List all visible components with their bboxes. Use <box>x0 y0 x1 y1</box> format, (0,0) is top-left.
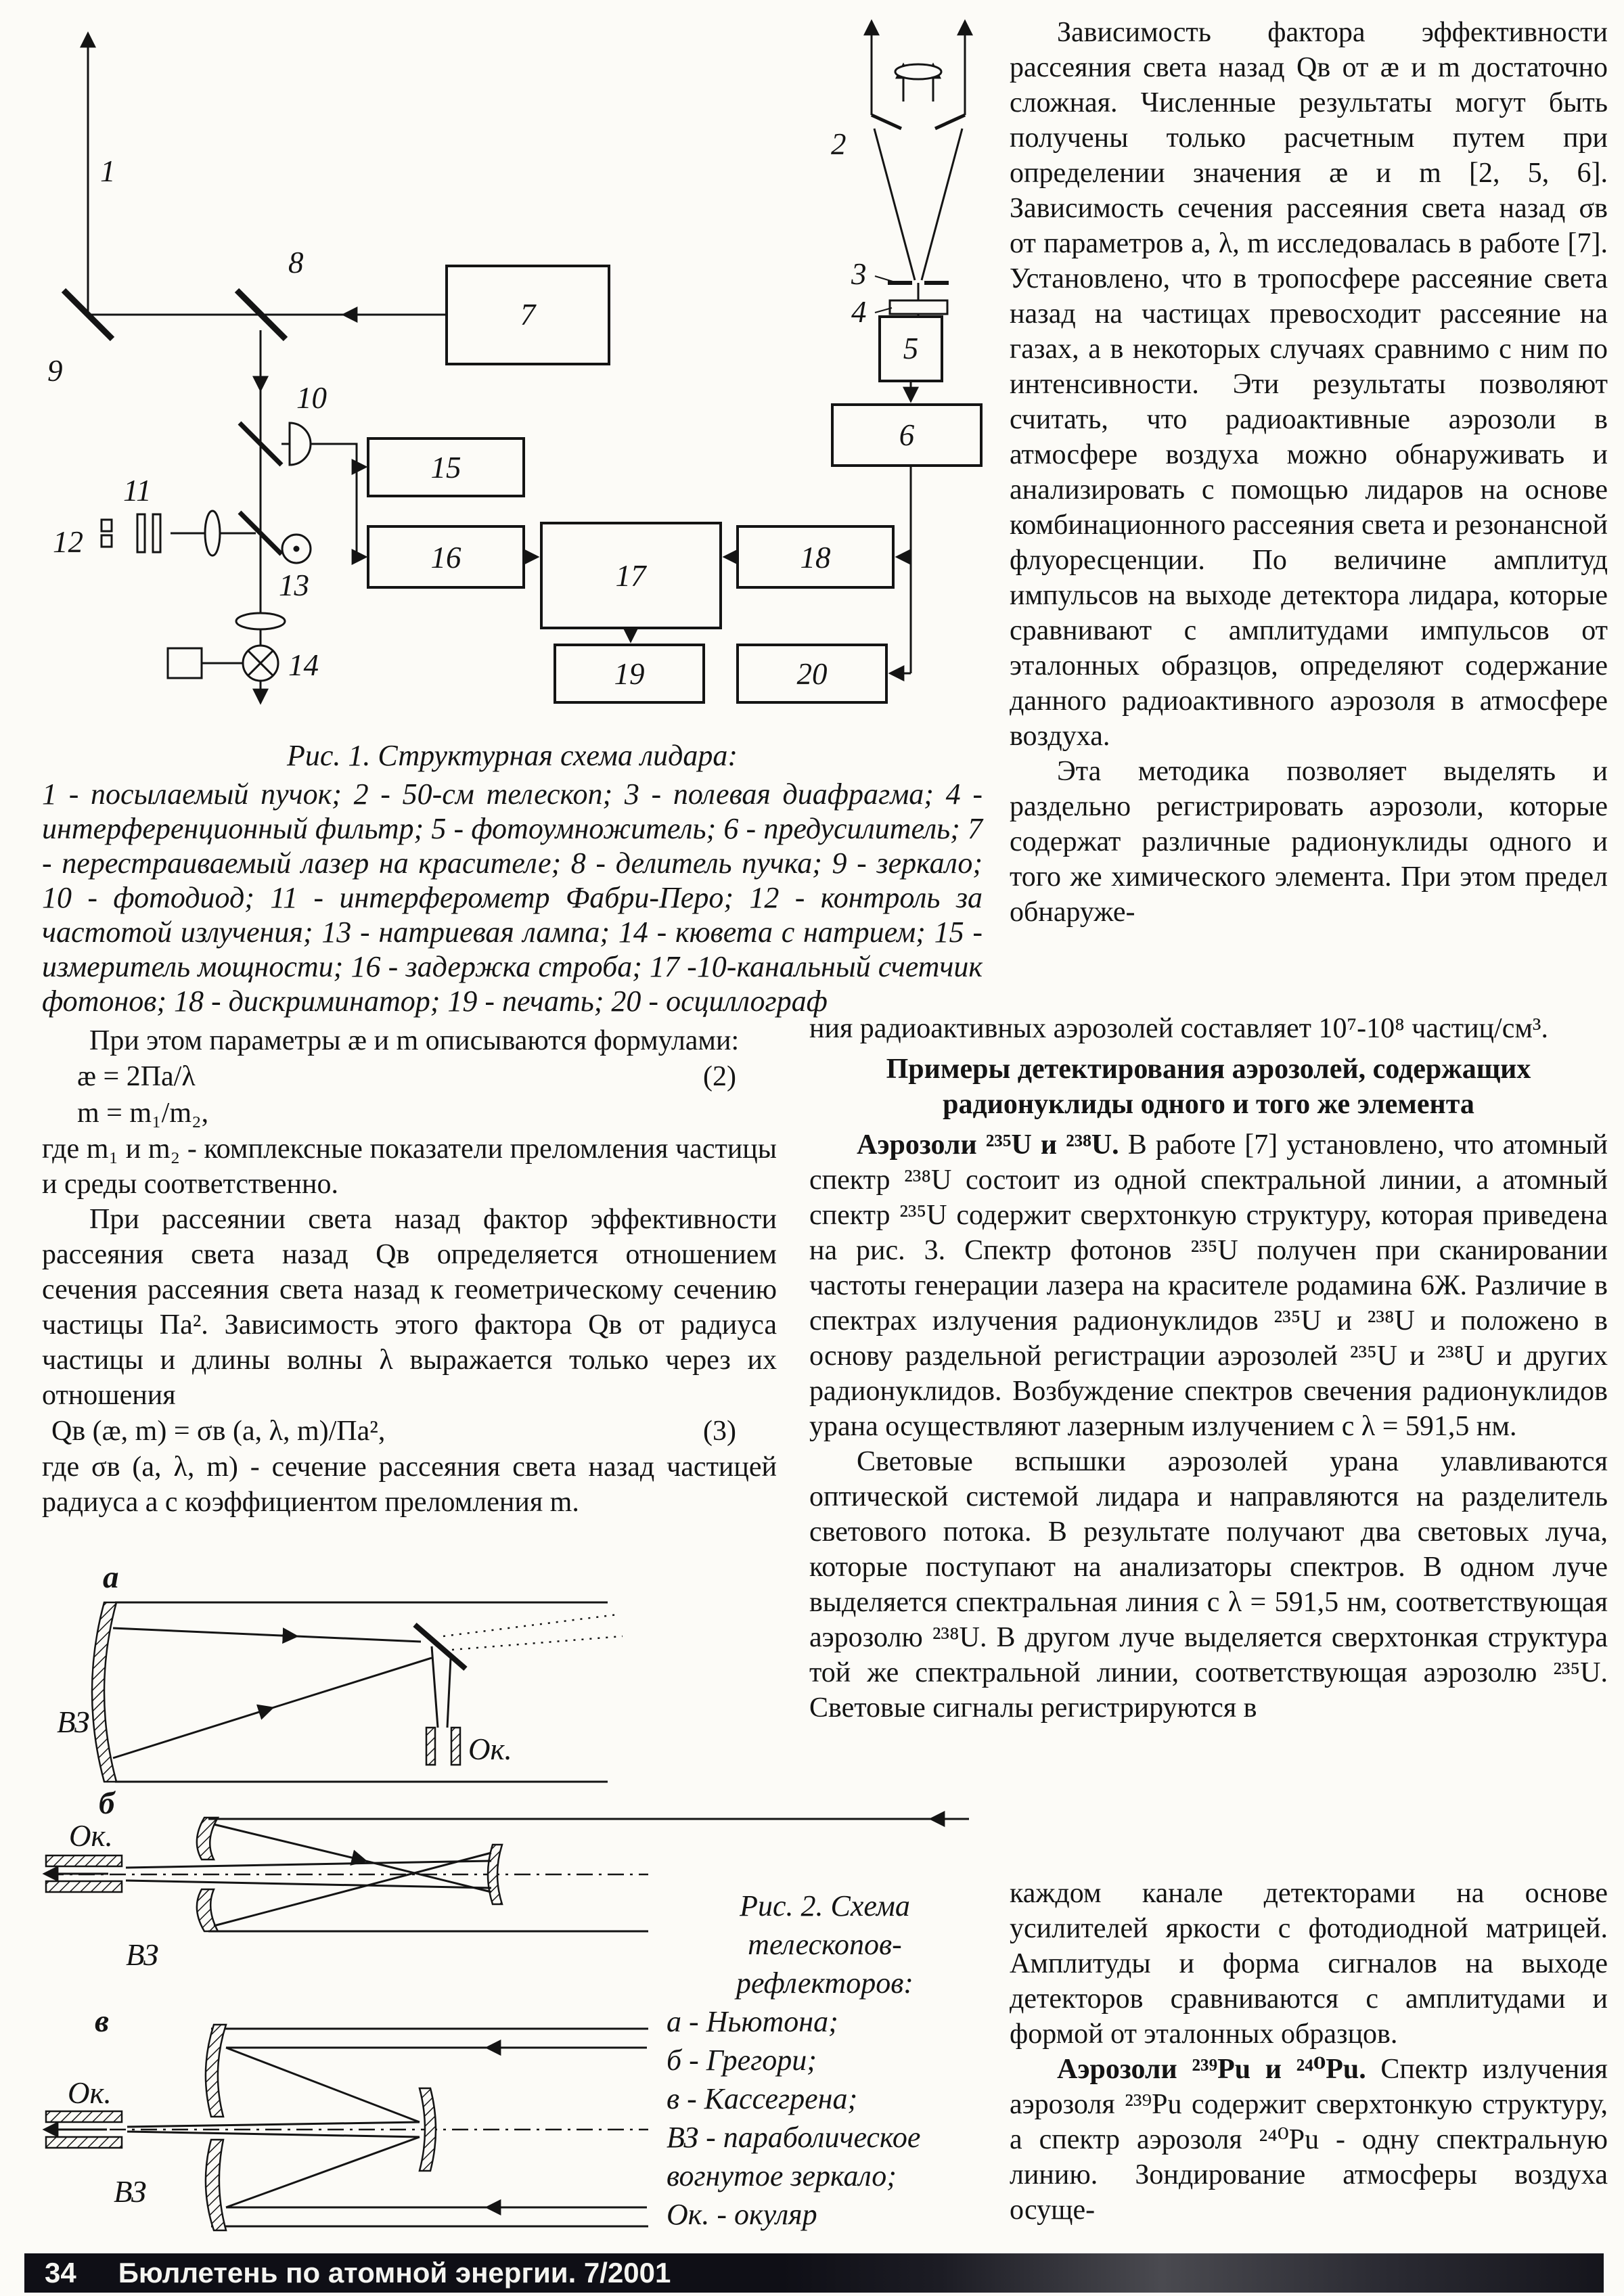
fig2-caption-item: в - Кассегрена; <box>667 2082 858 2115</box>
fig2-label-ok: Ок. <box>69 1819 113 1853</box>
footer-bar <box>24 2253 1604 2293</box>
primary-mirror <box>92 1602 116 1782</box>
fig1-label-14: 14 <box>288 648 319 682</box>
fig2-label-vz: ВЗ <box>114 2175 147 2209</box>
fig1-label-16: 16 <box>430 541 461 575</box>
fig1-title: Рис. 1. Структурная схема лидара: <box>286 739 738 772</box>
fig2-caption-item: а - Ньютона; <box>667 2005 838 2038</box>
fig1-label-12: 12 <box>53 525 83 559</box>
formula-2-body: æ = 2Па/λ <box>77 1061 196 1092</box>
interference-filter-4 <box>890 300 947 314</box>
fig1-label-5: 5 <box>903 332 919 365</box>
right-column-top <box>1010 15 1608 1010</box>
formula-2-number: (2) <box>703 1061 736 1092</box>
fig1-label-11: 11 <box>123 474 152 508</box>
paragraph-text: В работе [7] установлено, что атомный спектр ²³⁸U состоит из одной спектральной линии, а атомный спектр ²³⁵U содержит сверхтонкую структуру, которая приведена на рис. 3. Спектр фотонов ²³⁵U получен при сканировании частоты генерации лазера на красителе родамина 6Ж. Различие в спектрах излучения радионуклидов ²³⁵U и ²³⁸U и положено в основу раздельной регистрации аэрозолей ²³⁵U и ²³⁸U и других радионуклидов. Возбуждение спектров свечения радионуклидов урана осуществляют лазерным излучением с λ = 591,5 нм. <box>809 1129 1608 1442</box>
fig1-label-10: 10 <box>296 381 327 415</box>
paragraph: где σв (a, λ, m) - сечение рассеяния света назад частицей радиуса a с коэффициентом преломления m. <box>42 1451 777 1518</box>
fig1-label-20: 20 <box>796 657 828 691</box>
fig2-caption-item: Ок. - окуляр <box>667 2198 817 2231</box>
fig1-label-17: 17 <box>615 559 646 593</box>
journal-title: Бюллетень по атомной энергии. 7/2001 <box>118 2257 671 2289</box>
eyepiece <box>426 1728 435 1765</box>
section-heading: Примеры детектирования аэрозолей, содержащих радионуклиды одного и того же элемента <box>886 1054 1531 1120</box>
paragraph: каждом канале детекторами на основе усилителей яркости с фотодиодной матрицей. Амплитуды и форма сигналов на выходе детекторов сравниваются с амплитудами и формой от эталонных образцов. <box>1010 1878 1608 2050</box>
fig1-label-6: 6 <box>899 418 915 452</box>
frequency-control-12 <box>102 535 112 547</box>
fig1-label-18: 18 <box>800 541 831 575</box>
fig2-label-v: в <box>95 2004 109 2039</box>
fig2-label-ok: Ок. <box>68 2076 112 2110</box>
fig2-caption-block <box>667 1887 983 2234</box>
fig2-title: Рис. 2. Схема телескопов-рефлекторов: <box>736 1889 914 2000</box>
fig1-lidar-diagram <box>20 12 995 729</box>
paragraph <box>1010 2052 1608 2228</box>
newton-telescope <box>92 1602 623 1782</box>
fabry-perot-plate <box>153 514 160 552</box>
fig2-caption-item: б - Грегори; <box>667 2044 817 2077</box>
formula-3 <box>42 1413 777 1449</box>
fabry-perot-plate <box>137 514 145 552</box>
fig1-label-15: 15 <box>430 451 461 485</box>
paragraph: Световые вспышки аэрозолей урана улавливаются оптической системой лидара и направляются на разделитель светового потока. В результате получают два световых луча, которые поступают на анализаторы спектров. В одном луче выделяется спектральная линия с λ = 591,5 нм, соответствующая аэрозолю ²³⁸U. В другом луче выделяется сверхтонкая структура той же спектральной линии, соответствующая аэрозолю ²³⁵U. Световые сигналы регистрируются в <box>809 1446 1608 1724</box>
fig1-caption-text: 1 - посылаемый пучок; 2 - 50-см телескоп; 3 - полевая диафрагма; 4 - интерференционный фильтр; 5 - фотоумножитель; 6 - предусилитель; 7 - перестраиваемый лазер на красителе; 8 - делитель пучка; 9 - зеркало; 10 - фотодиод; 11 - интерферометр Фабри-Перо; 12 - контроль за частотой излучения; 13 - натриевая лампа; 14 - кювета с натрием; 15 - измеритель мощности; 16 - задержка строба; 17 -10-канальный счетчик фотонов; 18 - дискриминатор; 19 - печать; 20 - осциллограф <box>42 778 983 1018</box>
paragraph: При рассеянии света назад фактор эффективности рассеяния света назад Qв определяется отношением сечения рассеяния света назад к геометрическому сечению частицы Па². Зависимость этого фактора Qв от радиуса частицы и длины волны λ выражается только через их отношения <box>42 1204 777 1411</box>
paragraph: ния радиоактивных аэрозолей составляет 10⁷-10⁸ частиц/см³. <box>809 1013 1548 1044</box>
lens <box>236 613 285 629</box>
paragraph-lead: Аэрозоли ²³⁹Pu и ²⁴⁰Pu. <box>1057 2054 1366 2085</box>
fig1-label-19: 19 <box>614 657 645 691</box>
fig1-caption-block <box>42 738 983 1018</box>
flat-secondary-mirror <box>415 1625 466 1669</box>
paragraph: Эта методика позволяет выделять и раздельно регистрировать аэрозоли, которые содержат различные радионуклиды одного и того же химического элемента. При этом предел обнаруже- <box>1010 756 1608 928</box>
fig1-label-3: 3 <box>851 257 867 291</box>
fig2-label-a: а <box>103 1560 119 1595</box>
paragraph-lead: Аэрозоли ²³⁵U и ²³⁸U. <box>857 1129 1119 1161</box>
eyepiece <box>46 2111 122 2122</box>
paragraph: где m₁ и m₂ - комплексные показатели преломления частицы и среды соответственно. <box>42 1133 777 1200</box>
right-column-wide <box>809 1011 1608 1876</box>
left-column <box>42 1023 777 1520</box>
formula-2b <box>42 1095 777 1131</box>
fig2-label-vz: ВЗ <box>57 1705 90 1739</box>
fig2-label-vz: ВЗ <box>126 1938 159 1972</box>
paragraph <box>809 1127 1608 1444</box>
fig1-label-13: 13 <box>279 568 309 602</box>
fig1-label-4: 4 <box>851 295 867 329</box>
frequency-control-12 <box>102 520 112 531</box>
formula-3-number: (3) <box>703 1416 736 1447</box>
fig1-label-2: 2 <box>831 127 847 161</box>
paragraph-text: Спектр излучения аэрозоля ²³⁹Pu содержит сверхтонкую структуру, а спектр аэрозоля ²⁴⁰Pu - одну спектральную линию. Зондирование атмосферы воздуха осуще- <box>1010 2054 1608 2226</box>
fig2-label-ok: Ок. <box>468 1732 512 1766</box>
right-column-narrow <box>1010 1876 1608 2247</box>
fig1-label-7: 7 <box>520 298 536 332</box>
formula-2b-body: m = m₁/m₂, <box>77 1098 209 1129</box>
formula-2 <box>42 1058 777 1095</box>
photodiode-10 <box>290 423 311 465</box>
formula-3-body: Qв (æ, m) = σв (a, λ, m)/Па², <box>51 1416 386 1447</box>
fig2-label-b: б <box>99 1786 115 1821</box>
fig1-lines <box>64 22 981 702</box>
fig2-caption-item: ВЗ - параболическое вогнутое зеркало; <box>667 2121 921 2192</box>
paragraph: Зависимость фактора эффективности рассеяния света назад Qв от æ и m достаточно сложная. Численные результаты могут быть получены только расчетным путем при определении значения æ и m [2, 5, 6]. Зависимость сечения рассеяния света назад σв от параметров a, λ, m исследовалась в работе [7]. Установлено, что в тропосфере рассеяние света назад на частицах превосходит рассеяние на газах, а в некоторых случаях сравнимо с ним по интенсивности. Эти результаты позволяют считать, что радиоактивные аэрозоли в атмосфере воздуха можно обнаруживать и анализировать с помощью лидаров на основе комбинационного рассеяния света и резонансной флуоресценции. По величине амплитуд импульсов на выходе детектора лидара, которые сравнивают с амплитудами импульсов от эталонных образцов, определяют содержание данного радиоактивного аэрозоля в атмосфере воздуха. <box>1010 17 1608 752</box>
page-number: 34 <box>45 2257 76 2289</box>
fig1-label-1: 1 <box>100 154 116 188</box>
eyepiece <box>46 1855 122 1866</box>
primary-mirror <box>206 2025 226 2117</box>
paragraph: При этом параметры æ и m описываются формулами: <box>89 1025 740 1056</box>
fig1-label-9: 9 <box>47 354 63 388</box>
fig1-label-8: 8 <box>288 246 304 279</box>
fig1-labels <box>47 127 918 691</box>
lens <box>205 511 220 556</box>
